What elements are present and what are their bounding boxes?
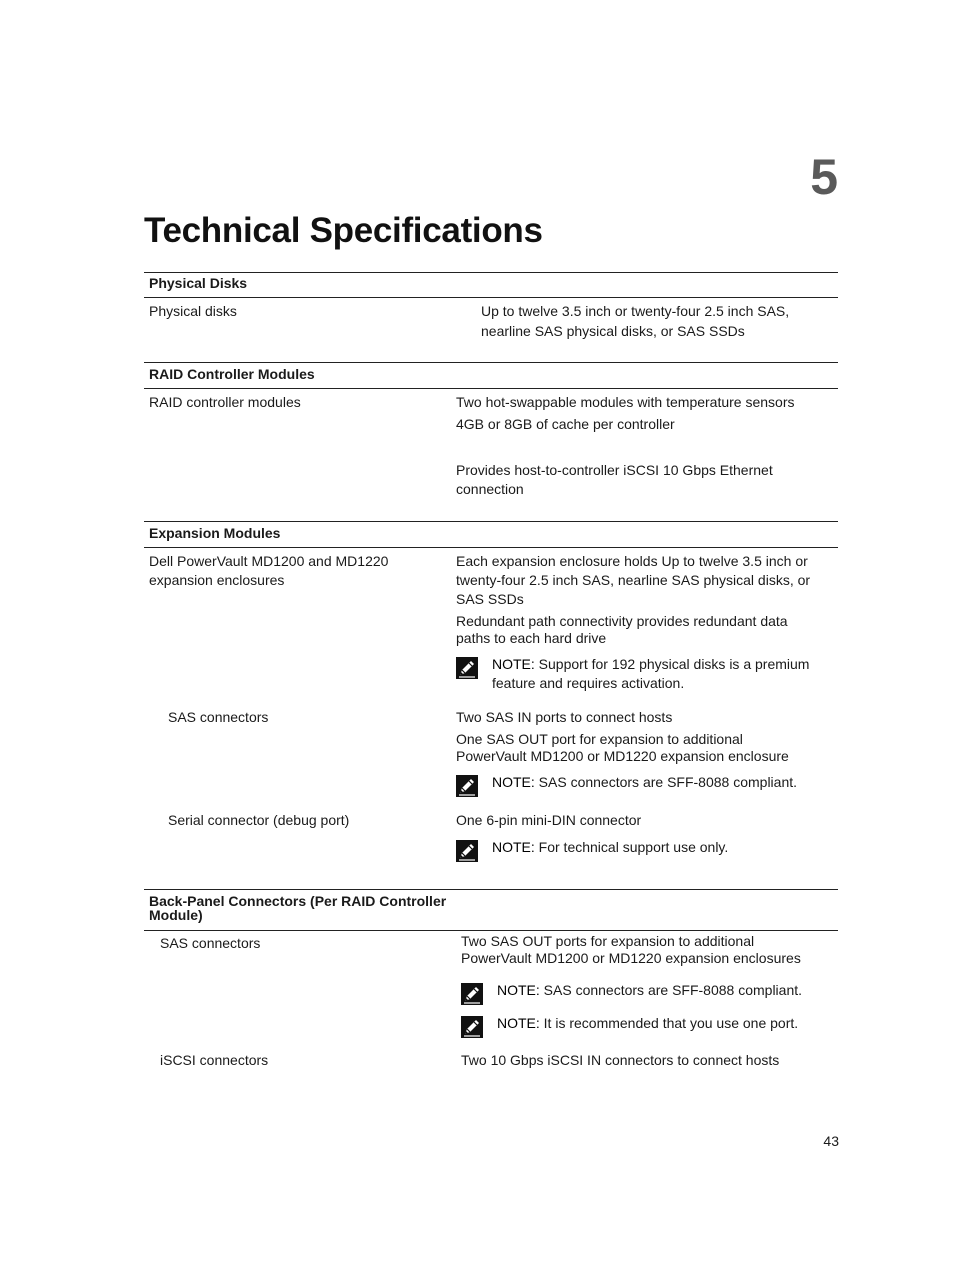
note-pencil-icon <box>461 1016 483 1038</box>
page-number: 43 <box>823 1133 839 1149</box>
spec-value-line: connection <box>456 481 524 497</box>
spec-value-line: Up to twelve 3.5 inch or twenty-four 2.5 inch SAS, <box>481 303 790 319</box>
note-label: NOTE: <box>497 1015 540 1031</box>
note-label: NOTE: <box>492 656 535 672</box>
spec-value <box>456 731 789 765</box>
spec-value <box>456 613 788 647</box>
spec-value: Two hot-swappable modules with temperature sensors <box>456 394 795 410</box>
note-pencil-icon <box>456 657 478 679</box>
note-pencil-icon <box>456 775 478 797</box>
section-back-panel-connectors <box>144 889 838 1068</box>
section-heading: RAID Controller Modules <box>144 362 838 389</box>
spec-value: 4GB or 8GB of cache per controller <box>456 416 675 432</box>
spec-value-line: SAS SSDs <box>456 591 524 607</box>
spec-value-line: twenty-four 2.5 inch SAS, nearline SAS physical disks, or <box>456 572 811 588</box>
spec-value-line: One SAS OUT port for expansion to additional <box>456 731 743 747</box>
section-physical-disks <box>144 272 838 339</box>
spec-value-line: nearline SAS physical disks, or SAS SSDs <box>481 323 745 339</box>
note <box>461 981 838 1005</box>
page-title: Technical Specifications <box>144 211 543 250</box>
note-body: It is recommended that you use one port. <box>539 1015 799 1031</box>
spec-label <box>149 553 388 589</box>
chapter-number: 5 <box>810 149 838 205</box>
spec-value <box>456 553 810 608</box>
note-text <box>497 1014 798 1033</box>
spec-label: iSCSI connectors <box>160 1052 269 1068</box>
section-heading-line: Module) <box>149 907 203 923</box>
spec-value <box>456 462 773 498</box>
note <box>456 838 838 862</box>
spec-label: Serial connector (debug port) <box>168 812 350 828</box>
note <box>456 655 838 695</box>
section-heading <box>144 889 838 931</box>
spec-label: RAID controller modules <box>149 394 301 410</box>
spec-value-line: PowerVault MD1200 or MD1220 expansion enclosures <box>461 950 801 966</box>
note <box>456 773 838 797</box>
note-line: feature and requires activation. <box>492 675 685 691</box>
spec-value-line: Each expansion enclosure holds Up to twelve 3.5 inch or <box>456 553 808 569</box>
spec-value-line: paths to each hard drive <box>456 630 607 646</box>
section-expansion-modules <box>144 521 838 855</box>
spec-value-line: Redundant path connectivity provides redundant data <box>456 613 788 629</box>
spec-label: SAS connectors <box>168 709 269 725</box>
note-pencil-icon <box>461 983 483 1005</box>
section-raid-controller <box>144 362 838 497</box>
spec-value: Two SAS IN ports to connect hosts <box>456 709 673 725</box>
note-body: SAS connectors are SFF-8088 compliant. <box>534 774 798 790</box>
note-body: Support for 192 physical disks is a premium <box>534 656 810 672</box>
note-label: NOTE: <box>492 774 535 790</box>
note-line <box>492 655 809 674</box>
note <box>461 1014 838 1038</box>
spec-value-line: Provides host-to-controller iSCSI 10 Gbps Ethernet <box>456 462 773 478</box>
note-body: SAS connectors are SFF-8088 compliant. <box>539 982 803 998</box>
note-text <box>492 838 728 857</box>
note-text <box>492 773 797 792</box>
note-pencil-icon <box>456 840 478 862</box>
note-text <box>497 981 802 1000</box>
spec-value <box>481 303 789 340</box>
note-text <box>492 655 809 693</box>
spec-value: One 6-pin mini-DIN connector <box>456 812 642 828</box>
spec-label-line: Dell PowerVault MD1200 and MD1220 <box>149 553 389 569</box>
spec-value-line: Two SAS OUT ports for expansion to additional <box>461 933 755 949</box>
spec-label: SAS connectors <box>160 935 261 951</box>
spec-value-line: PowerVault MD1200 or MD1220 expansion enclosure <box>456 748 789 764</box>
note-label: NOTE: <box>492 839 535 855</box>
section-heading: Physical Disks <box>144 272 838 298</box>
spec-value <box>461 933 801 967</box>
note-body: For technical support use only. <box>534 839 729 855</box>
spec-label: Physical disks <box>149 303 237 319</box>
spec-value: Two 10 Gbps iSCSI IN connectors to connect hosts <box>461 1052 780 1068</box>
spec-label-line: expansion enclosures <box>149 572 285 588</box>
section-heading-line: Back-Panel Connectors (Per RAID Controller <box>149 893 447 909</box>
section-heading: Expansion Modules <box>144 521 838 548</box>
note-label: NOTE: <box>497 982 540 998</box>
